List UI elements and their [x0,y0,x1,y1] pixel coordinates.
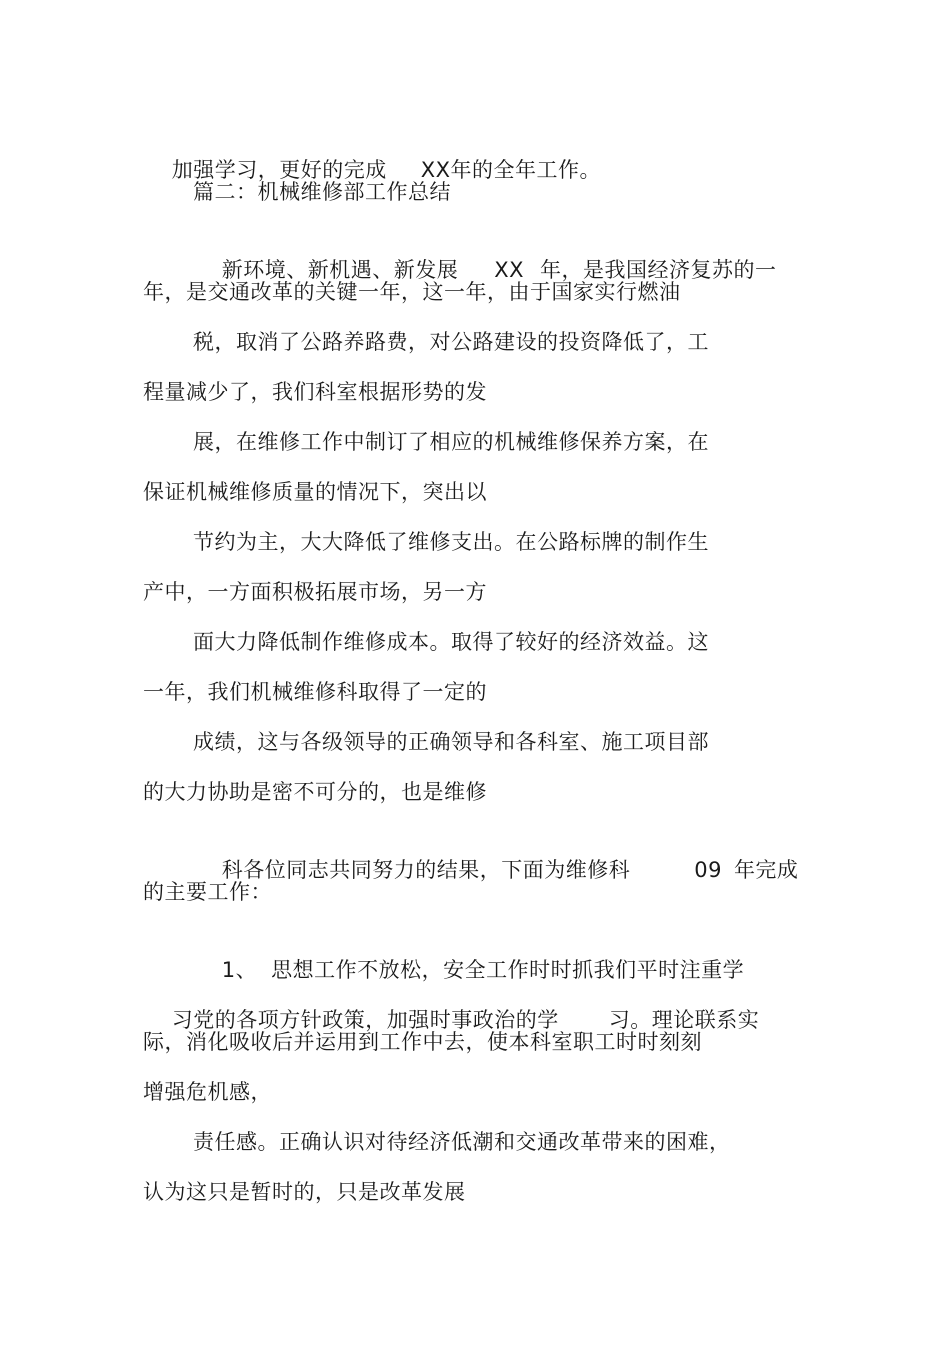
text-line: 节约为主，大大降低了维修支出。在公路标牌的制作生 [193,530,709,554]
text-segment: 新环境、新机遇、新发展 [221,258,459,282]
text-segment: XX年的全年工作。 [420,158,601,182]
text-line: 程量减少了，我们科室根据形势的发 [143,380,487,404]
text-line: 认为这只是暂时的，只是改革发展 [143,1180,466,1204]
text-line: 的大力协助是密不可分的，也是维修 [143,780,487,804]
text-segment: 科各位同志共同努力的结果，下面为维修科 [221,858,631,882]
text-segment: 年完成 [733,858,799,882]
text-line: 税，取消了公路养路费，对公路建设的投资降低了，工 [193,330,709,354]
text-line: 一年，我们机械维修科取得了一定的 [143,680,487,704]
text-segment: 习党的各项方针政策，加强时事政治的学 [171,1008,559,1032]
text-line: 成绩，这与各级领导的正确领导和各科室、施工项目部 [193,730,709,754]
section-heading: 篇二：机械维修部工作总结 [193,180,451,204]
text-segment: 年，是我国经济复苏的一 [539,258,777,282]
text-line: 的主要工作： [143,880,272,904]
text-line: 产中，一方面积极拓展市场，另一方 [143,580,487,604]
list-number: 1、 [221,958,258,982]
text-line: 展，在维修工作中制订了相应的机械维修保养方案，在 [193,430,709,454]
text-line: 增强危机感， [143,1080,272,1104]
text-segment: 加强学习，更好的完成 [171,158,387,182]
text-line: 际，消化吸收后并运用到工作中去，使本科室职工时时刻刻 [143,1030,702,1054]
text-line: 保证机械维修质量的情况下，突出以 [143,480,487,504]
text-segment: 习。理论联系实 [608,1008,760,1032]
text-segment: 09 [694,858,722,882]
text-line: 年，是交通改革的关键一年，这一年，由于国家实行燃油 [143,280,681,304]
text-segment: XX [494,258,524,282]
text-line: 面大力降低制作维修成本。取得了较好的经济效益。这 [193,630,709,654]
text-line [193,828,798,912]
text-line: 责任感。正确认识对待经济低潮和交通改革带来的困难， [193,1130,731,1154]
text-segment: 思想工作不放松，安全工作时时抓我们平时注重学 [271,958,745,982]
